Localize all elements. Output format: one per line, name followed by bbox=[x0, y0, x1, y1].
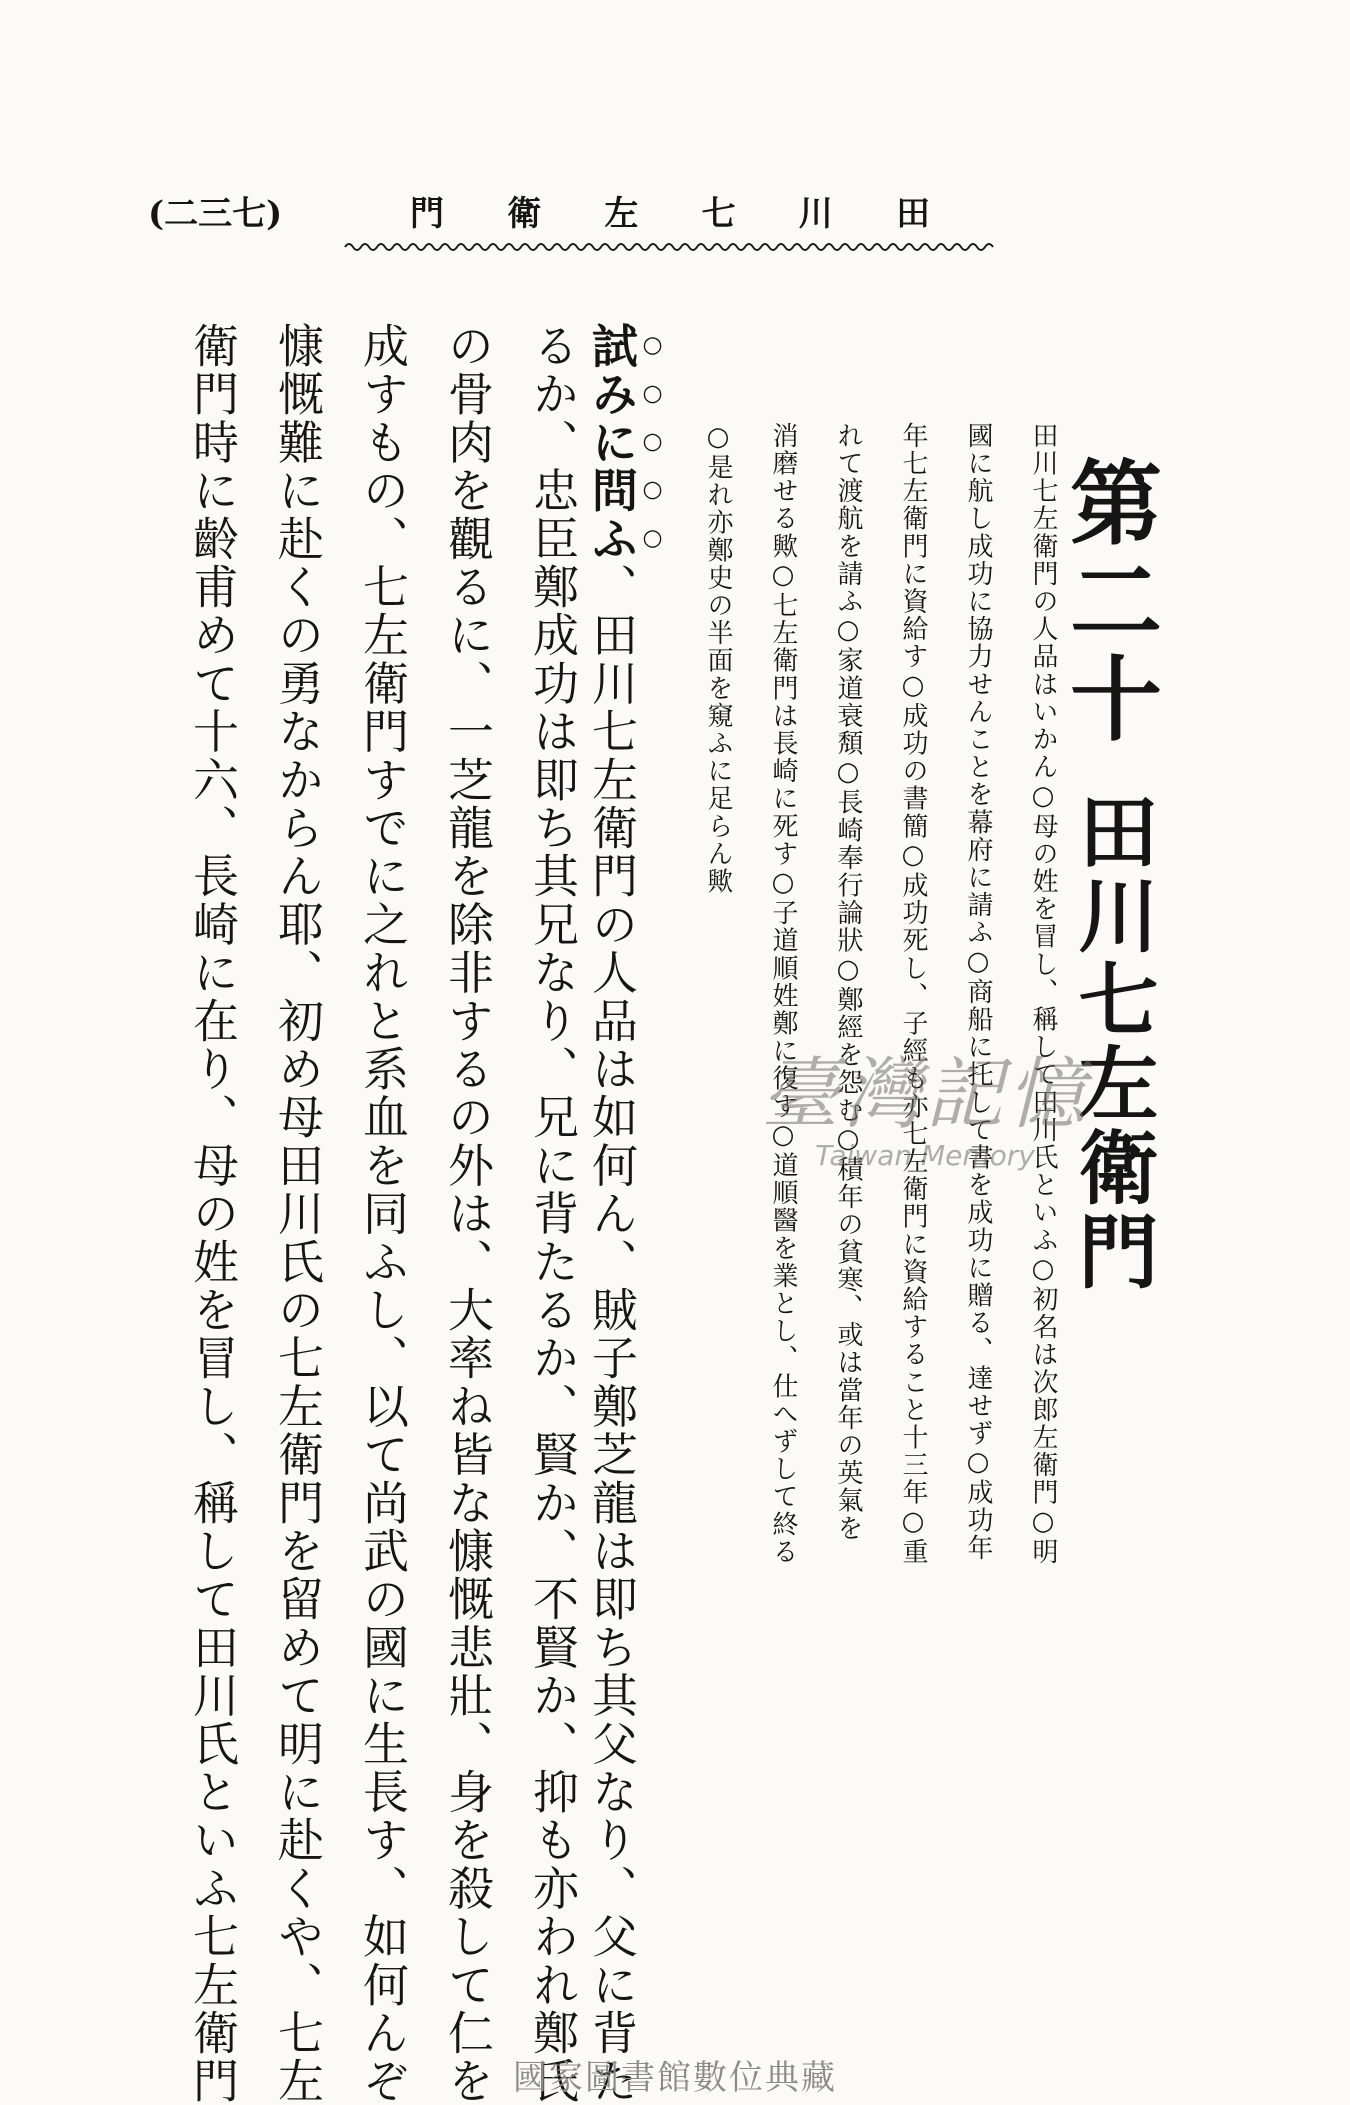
body-text: の骨肉を觀るに、一芝龍を除非するの外は、大率ね皆な慷慨悲壯、身を殺して仁を bbox=[441, 322, 495, 2105]
body-text: 慷慨難に赴くの勇なからん耶、初め母田川氏の七左衛門を留めて明に赴くや、七左 bbox=[271, 322, 325, 2105]
page-number: (二三七) bbox=[148, 194, 283, 234]
body-text: 成すもの、七左衛門すでに之れと系血を同ふし、以て尚武の國に生長す、如何んぞ bbox=[356, 322, 410, 2105]
summary-line: 年七左衛門に資給す○成功の書簡○成功死し、子經も亦七左衛門に資給すること十三年○重 bbox=[898, 422, 928, 1566]
watermark-chinese: 臺灣記憶 bbox=[760, 1050, 1089, 1140]
body-column bbox=[440, 322, 496, 2105]
body-text: 、田川七左衛門の人品は如何ん、賊子鄭芝龍は即ち其父なり、父に背た bbox=[585, 563, 639, 2105]
running-title-char: 左 bbox=[604, 194, 639, 234]
watermark-english: Taiwan Memory bbox=[815, 1139, 1035, 1172]
running-title-char: 門 bbox=[410, 194, 444, 234]
wavy-rule bbox=[345, 240, 997, 254]
summary-line: 國に航し成功に協力せんことを幕府に請ふ○商船に托して書を成功に贈る、達せず○成功年 bbox=[963, 422, 993, 1562]
summary-line: れて渡航を請ふ○家道衰頽○長崎奉行論狀○鄭經を怨む○積年の貧寒、或は當年の英氣を bbox=[833, 422, 863, 1542]
body-text: るか、忠臣鄭成功は即ち其兄なり、兄に背たるか、賢か、不賢か、抑も亦われ鄭氏 bbox=[526, 322, 580, 2105]
summary-line: 田川七左衛門の人品はいかん○母の姓を冒し、稱して田川氏といふ○初名は次郎左衛門○明 bbox=[1028, 422, 1058, 1566]
running-title-char: 田 bbox=[895, 194, 930, 234]
body-column bbox=[185, 322, 241, 2105]
emphasized-text: 試みに問ふ bbox=[585, 322, 639, 563]
summary-line: 消磨せる歟○七左衛門は長崎に死す○子道順姓鄭に復す○道順醫を業とし、仕へずして終る bbox=[768, 422, 798, 1566]
running-title-char: 衛 bbox=[507, 194, 542, 234]
body-text: 衛門時に齡甫めて十六、長崎に在り、母の姓を冒し、稱して田川氏といふ七左衛門 bbox=[186, 322, 240, 2105]
body-column bbox=[355, 322, 411, 2105]
chapter-number: 第二十 bbox=[1055, 455, 1163, 749]
body-column bbox=[270, 322, 326, 2105]
running-title-char: 七 bbox=[701, 194, 736, 234]
summary-line: ○是れ亦鄭史の半面を窺ふに足らん歟 bbox=[703, 422, 733, 896]
running-title bbox=[410, 186, 930, 234]
archive-credit: 國家圖書館數位典藏 bbox=[513, 2058, 837, 2098]
running-title-char: 川 bbox=[798, 194, 833, 234]
body-column bbox=[525, 322, 581, 2105]
chapter-title: 田川七左衛門 bbox=[1065, 790, 1159, 1294]
body-column bbox=[585, 322, 666, 2105]
